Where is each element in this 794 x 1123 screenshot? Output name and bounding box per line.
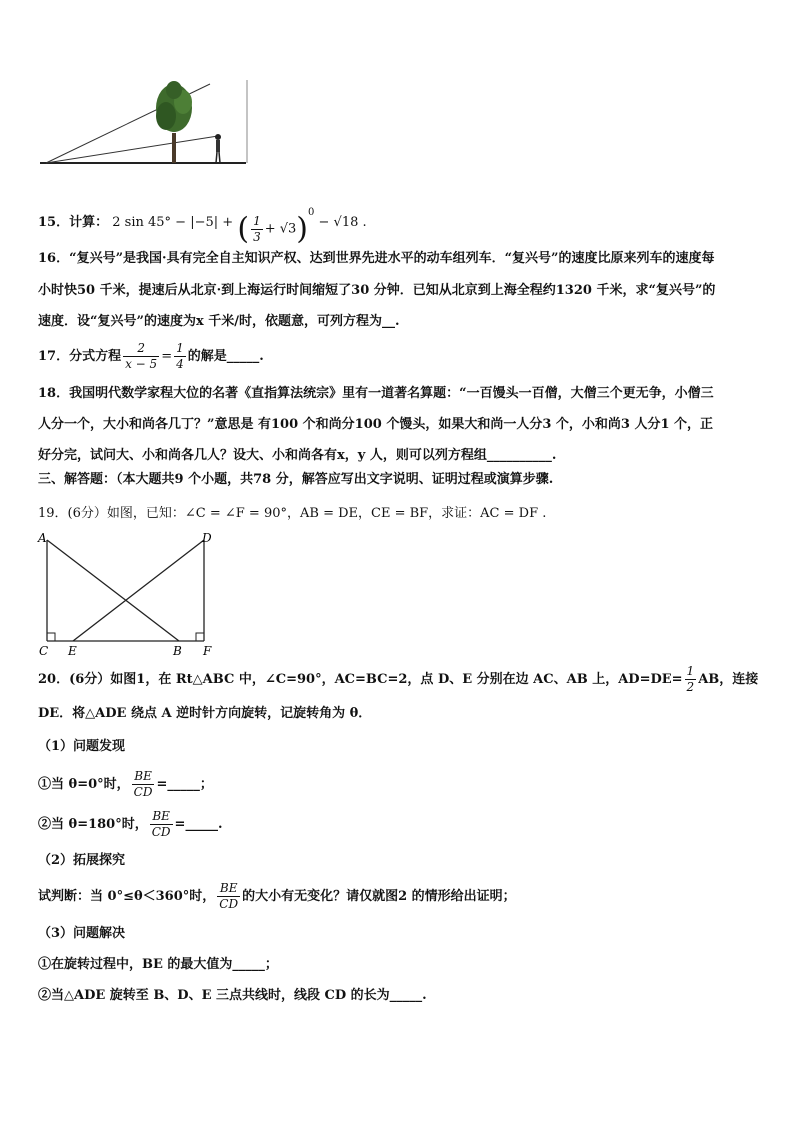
question-16-line2: 小时快50 千米，提速后从北京·到上海运行时间缩短了30 分钟．已知从北京到上海全程约1320 千米，求“复兴号”的 — [38, 283, 716, 298]
question-15 — [38, 200, 367, 245]
part-3-title: （3）问题解决 — [38, 926, 126, 941]
part-3b: ②当△ADE 旋转至 B、D、E 三点共线时，线段 CD 的长为_____. — [38, 988, 427, 1003]
part-3a: ①在旋转过程中，BE 的最大值为_____； — [38, 957, 278, 972]
part-1b — [38, 808, 222, 842]
question-20-line1 — [38, 664, 758, 696]
q20-frac-num: 1 — [686, 664, 695, 678]
label-d: D — [202, 531, 212, 545]
part-2-tail: 的大小有无变化？请仅就图2 的情形给出证明； — [242, 889, 516, 904]
p1a-ratio-num: BE — [132, 769, 155, 785]
part-1a-lead: ①当 θ=0°时， — [38, 777, 130, 792]
p1b-ratio-num: BE — [150, 809, 173, 825]
tree-shadow-figure — [38, 78, 252, 174]
question-18-line2: 人分一个，大小和尚各几丁？”意思是 有100 个和尚分100 个馒头，如果大和尚一人分3 个，小和尚3 人分1 个，正 — [38, 417, 714, 432]
q17-lhs-num: 2 — [123, 341, 159, 357]
question-18-line3: 好分完，试问大、小和尚各几人？设大、小和尚各有x，y 人，则可以列方程组__________. — [38, 448, 557, 463]
label-e: E — [68, 644, 77, 658]
right-angle-f-icon — [196, 633, 204, 641]
q17-equals: = — [161, 349, 173, 364]
segment-de — [73, 540, 204, 641]
part-2-lead: 试判断：当 0°≤θ＜360°时， — [38, 889, 216, 904]
q17-rhs-den: 4 — [176, 357, 184, 371]
question-15-expr-a: 2 sin 45° − — [112, 215, 187, 230]
question-16-line1: 16．“复兴号”是我国·具有完全自主知识产权、达到世界先进水平的动车组列车．“复兴号”的速度比原来列车的速度每 — [38, 251, 715, 266]
abs-value-expression: |−5| — [190, 215, 219, 230]
q17-lhs-den: x − 5 — [125, 357, 158, 371]
q15-frac-num: 1 — [253, 214, 261, 228]
question-17-tail: 的解是_____. — [187, 349, 264, 364]
label-f: F — [203, 644, 212, 658]
segment-ab — [47, 540, 179, 641]
part-1b-tail: =_____. — [174, 817, 223, 832]
p2-ratio-num: BE — [217, 881, 240, 897]
question-20-line2: DE．将△ADE 绕点 A 逆时针方向旋转，记旋转角为 θ． — [38, 706, 372, 721]
q20-frac-den: 2 — [686, 680, 695, 694]
part-2-title: （2）拓展探究 — [38, 853, 126, 868]
question-20-line1-tail: AB，连接 — [698, 672, 759, 687]
p1b-ratio-den: CD — [151, 825, 171, 839]
part-2-question — [38, 880, 516, 914]
p2-ratio-den: CD — [219, 897, 239, 911]
question-15-number: 15． — [38, 215, 70, 230]
label-b: B — [173, 644, 182, 658]
question-16-line3: 速度．设“复兴号”的速度为x 千米/时，依题意，可列方程为__. — [38, 314, 400, 329]
q17-rhs-num: 1 — [176, 341, 184, 355]
q15-frac-den: 3 — [253, 230, 261, 244]
section-3-heading: 三、解答题：（本大题共9 个小题，共78 分，解答应写出文字说明、证明过程或演算步骤. — [38, 472, 554, 487]
question-17-lead: 17．分式方程 — [38, 349, 122, 364]
p1a-ratio-den: CD — [133, 785, 153, 799]
q15-sqrt3: + √3 — [264, 221, 297, 237]
q15-exponent: 0 — [308, 207, 315, 218]
part-1a-tail: =_____； — [156, 777, 213, 792]
label-c: C — [39, 644, 49, 658]
question-15-lead: 计算： — [69, 215, 109, 230]
question-17 — [38, 340, 264, 374]
paren-expression: ( $\frac{1}{3}$ + √3)$^0$ — [237, 207, 315, 247]
question-19: 19．(6分）如图，已知：∠C = ∠F = 90°，AB = DE，CE = BF，求证：AC = DF . — [38, 506, 547, 521]
question-20-lead: 20．(6分）如图1，在 Rt△ABC 中，∠C=90°，AC=BC=2，点 D、E 分别在边 AC、AB 上，AD=DE= — [38, 672, 683, 687]
part-1a — [38, 768, 213, 802]
label-a: A — [38, 531, 47, 545]
question-18-line1: 18．我国明代数学家程大位的名著《直指算法统宗》里有一道著名算题：“一百馒头一百僧，大僧三个更无争，小僧三 — [38, 386, 714, 401]
question-15-tail: − √18 . — [318, 215, 367, 230]
q19-triangle-figure — [36, 530, 226, 660]
part-1-title: （1）问题发现 — [38, 739, 126, 754]
plus-sign: + — [222, 215, 234, 230]
right-angle-c-icon — [47, 633, 55, 641]
part-1b-lead: ②当 θ=180°时， — [38, 817, 148, 832]
